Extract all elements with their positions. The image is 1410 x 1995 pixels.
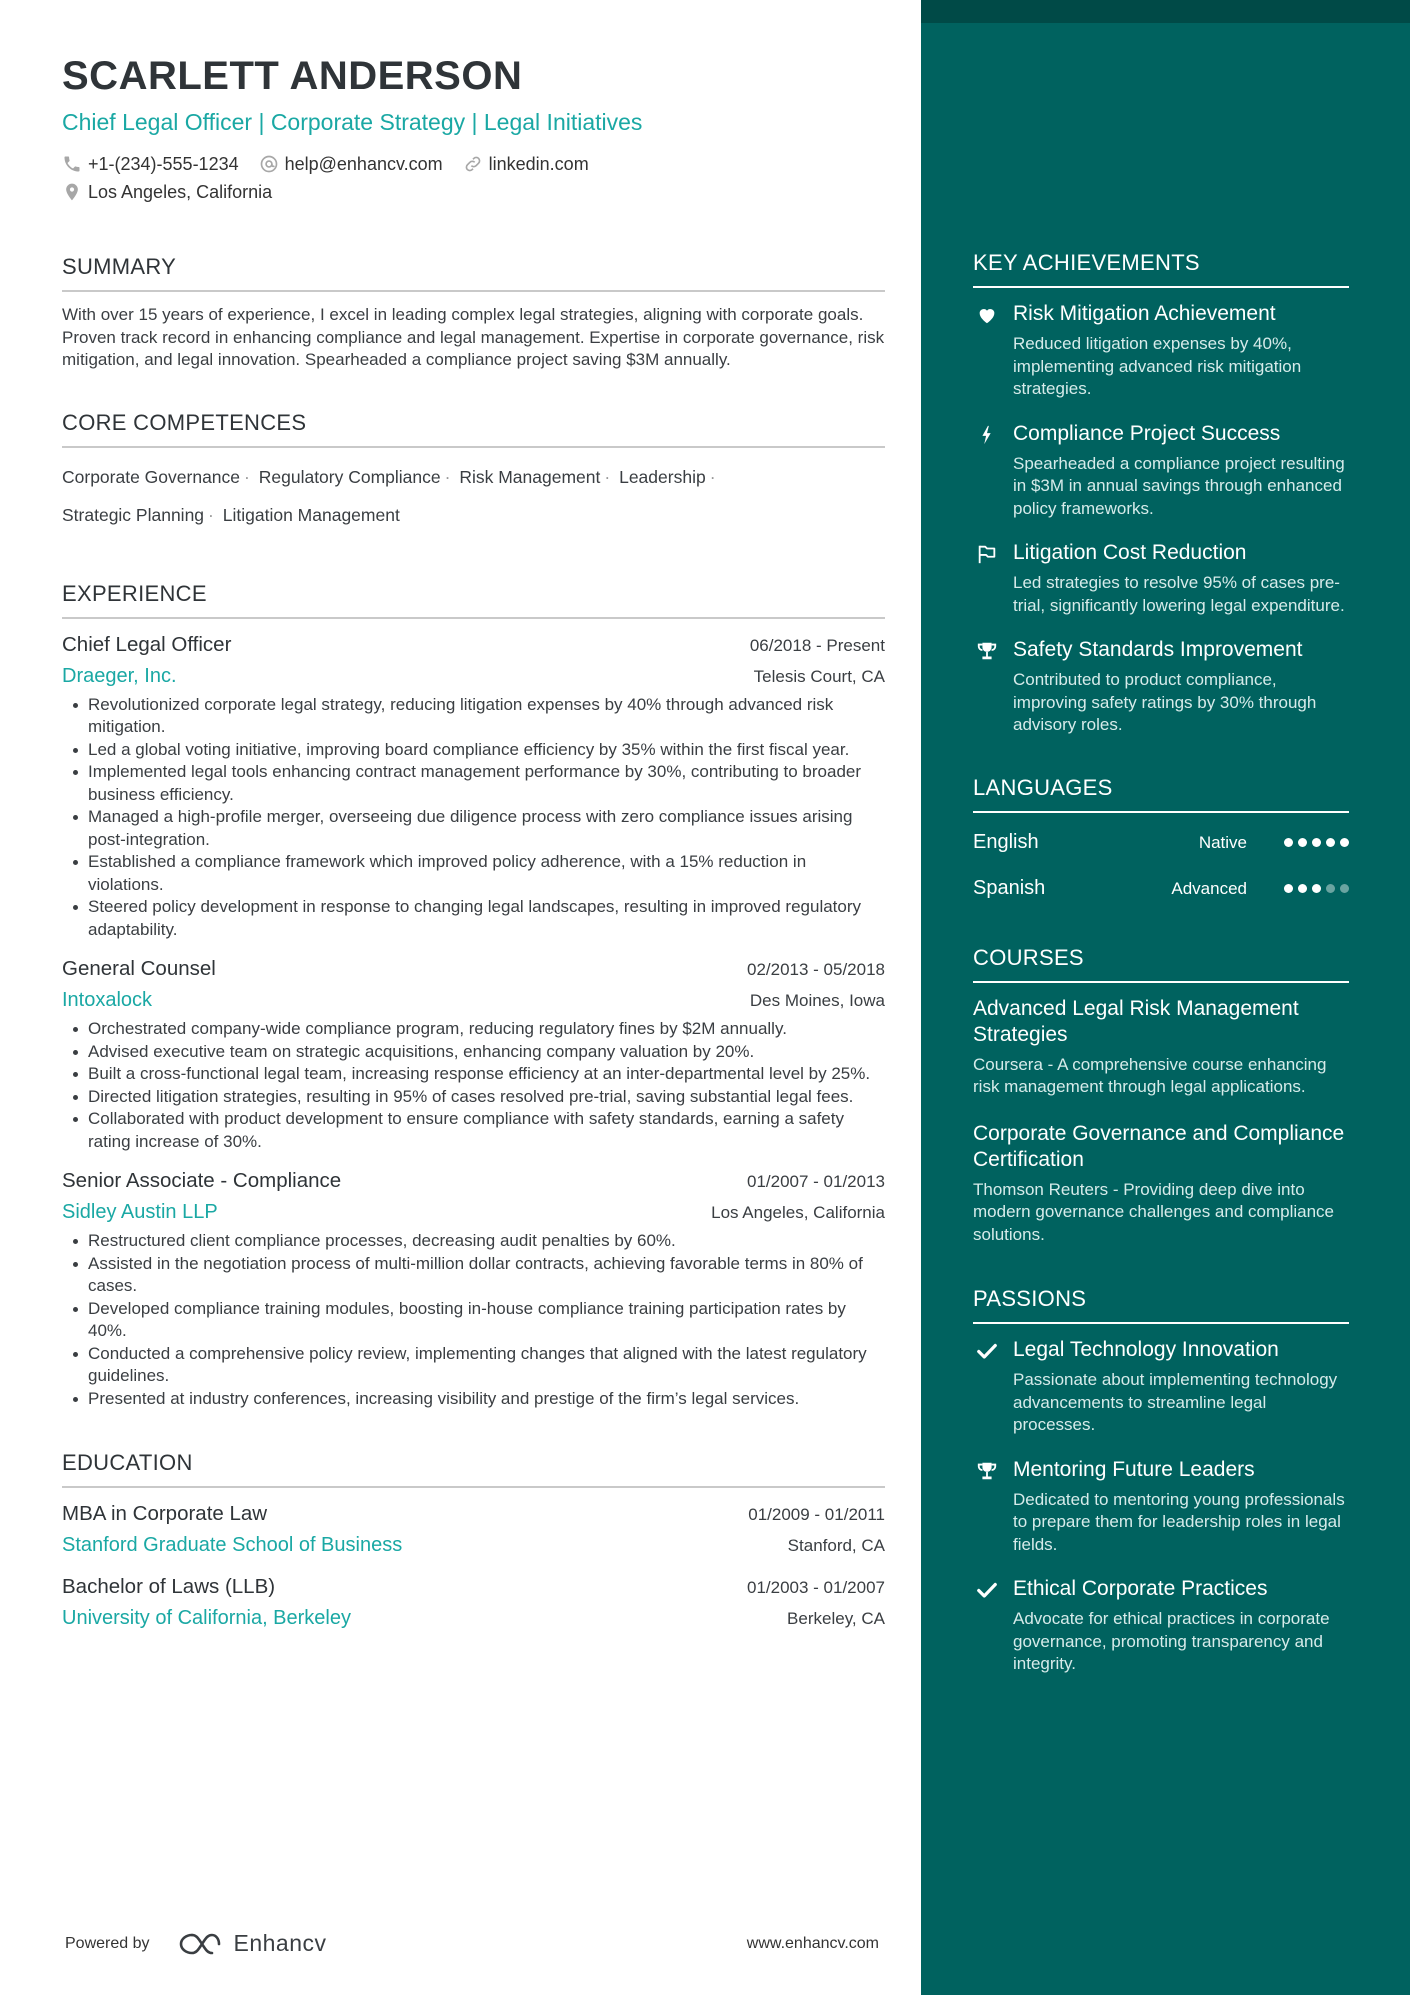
- competences-section: [62, 410, 885, 535]
- passion-title: Mentoring Future Leaders: [1013, 1457, 1255, 1481]
- bullet-item: Steered policy development in response to changing legal landscapes, resulting in improved regulatory adaptability.: [62, 896, 885, 941]
- competences-list: Corporate Governance · Regulatory Compliance · Risk Management · Leadership · Strategic Planning · Litigation Management: [62, 466, 716, 525]
- link-icon: [463, 154, 483, 174]
- rating-dot: [1340, 884, 1349, 893]
- section-title: SUMMARY: [62, 254, 885, 292]
- achievement-title: Litigation Cost Reduction: [1013, 541, 1247, 564]
- section-title: EXPERIENCE: [62, 581, 885, 619]
- bullet-item: Led a global voting initiative, improving board compliance efficiency by 35% within the first fiscal year.: [62, 739, 885, 762]
- bullet-item: Managed a high-profile merger, overseeing due diligence process with zero compliance issues arising post-integration.: [62, 806, 885, 851]
- job-entry: [62, 957, 885, 1153]
- email[interactable]: [259, 154, 443, 175]
- at-icon: [259, 154, 279, 174]
- section-title: CORE COMPETENCES: [62, 410, 885, 448]
- job-company[interactable]: Sidley Austin LLP: [62, 1201, 218, 1223]
- education-dates: 01/2009 - 01/2011: [748, 1505, 885, 1524]
- education-entry: [62, 1575, 885, 1630]
- section-title: EDUCATION: [62, 1450, 885, 1488]
- job-entry: [62, 633, 885, 942]
- courses-section: [973, 945, 1349, 1247]
- rating-dot: [1298, 838, 1307, 847]
- brand-name: Enhancv: [233, 1930, 327, 1956]
- passion-item: [973, 1576, 1349, 1676]
- check-icon: [976, 1340, 998, 1362]
- bullet-item: Built a cross-functional legal team, increasing response efficiency at an inter-departmental level by 25%.: [62, 1063, 885, 1086]
- section-title: COURSES: [973, 945, 1349, 983]
- achievement-title: Risk Mitigation Achievement: [1013, 302, 1276, 325]
- passions-section: [973, 1286, 1349, 1676]
- passion-desc: Dedicated to mentoring young professionals to prepare them for leadership roles in legal fields.: [1013, 1489, 1345, 1554]
- bullet-item: Conducted a comprehensive policy review, implementing changes that aligned with the latest regulatory guidelines.: [62, 1343, 885, 1388]
- bullet-item: Assisted in the negotiation process of multi-million dollar contracts, achieving favorable terms in 80% of cases.: [62, 1253, 885, 1298]
- bullet-item: Advised executive team on strategic acquisitions, enhancing company valuation by 20%.: [62, 1041, 885, 1064]
- language-level: Advanced: [1171, 878, 1247, 898]
- bullet-item: Collaborated with product development to ensure compliance with safety standards, earning a safety rating increase of 30%.: [62, 1108, 885, 1153]
- job-location: Des Moines, Iowa: [749, 991, 885, 1010]
- candidate-name: SCARLETT ANDERSON: [62, 54, 523, 98]
- rating-dot: [1312, 838, 1321, 847]
- job-dates: 02/2013 - 05/2018: [746, 960, 885, 979]
- language-item: [973, 873, 1349, 905]
- education-location: Berkeley, CA: [787, 1609, 885, 1628]
- linkedin[interactable]: [463, 154, 589, 175]
- competence-item: Litigation Management: [222, 505, 400, 525]
- bullet-item: Restructured client compliance processes, decreasing audit penalties by 60%.: [62, 1230, 885, 1253]
- lightning-icon: [976, 424, 998, 446]
- achievement-desc: Spearheaded a compliance project resulting in $3M in annual savings through enhanced policy frameworks.: [1013, 453, 1345, 518]
- bullet-item: Established a compliance framework which improved policy adherence, with a 15% reduction in violations.: [62, 851, 885, 896]
- enhancv-logo[interactable]: [176, 1930, 327, 1957]
- languages-section: [973, 775, 1349, 905]
- sidebar-top-band: [921, 0, 1410, 23]
- language-rating: [1279, 838, 1349, 847]
- bullet-item: Implemented legal tools enhancing contract management performance by 30%, contributing to broader business efficiency.: [62, 761, 885, 806]
- rating-dot: [1326, 838, 1335, 847]
- language-name: English: [973, 831, 1039, 853]
- sidebar: [921, 0, 1410, 1995]
- achievement-item: [973, 540, 1349, 617]
- rating-dot: [1284, 838, 1293, 847]
- trophy-icon: [976, 1460, 998, 1482]
- course-desc: Thomson Reuters - Providing deep dive into modern governance challenges and compliance solutions.: [973, 1179, 1335, 1244]
- degree: MBA in Corporate Law: [62, 1502, 268, 1525]
- language-level: Native: [1198, 832, 1247, 852]
- rating-dot: [1298, 884, 1307, 893]
- bullet-item: Presented at industry conferences, increasing visibility and prestige of the firm’s legal services.: [62, 1388, 885, 1411]
- education-entry: [62, 1502, 885, 1557]
- competence-item: Corporate Governance: [62, 466, 241, 487]
- job-location: Telesis Court, CA: [753, 666, 885, 686]
- competence-item: Regulatory Compliance: [258, 466, 441, 487]
- email-text: help@enhancv.com: [284, 153, 443, 174]
- school[interactable]: University of California, Berkeley: [62, 1607, 351, 1629]
- bullet-item: Developed compliance training modules, boosting in-house compliance training participation rates by 40%.: [62, 1298, 885, 1343]
- job-company[interactable]: Intoxalock: [62, 989, 153, 1011]
- course-item: [973, 1121, 1349, 1247]
- language-name: Spanish: [973, 877, 1046, 899]
- achievement-item: [973, 301, 1349, 401]
- experience-section: [62, 581, 885, 1411]
- job-bullets: [62, 1230, 885, 1410]
- bullet-item: Orchestrated company-wide compliance program, reducing regulatory fines by $2M annually.: [62, 1018, 885, 1041]
- section-title: PASSIONS: [973, 1286, 1349, 1324]
- job-entry: [62, 1169, 885, 1410]
- phone[interactable]: [62, 154, 239, 175]
- job-title: Chief Legal Officer: [62, 632, 232, 656]
- footer-url[interactable]: www.enhancv.com: [746, 1934, 879, 1952]
- competence-item: Strategic Planning: [62, 505, 205, 525]
- education-location: Stanford, CA: [787, 1536, 885, 1555]
- rating-dot: [1340, 838, 1349, 847]
- enhancv-logo-icon: [176, 1931, 224, 1957]
- footer: [65, 1930, 879, 1957]
- job-dates: 06/2018 - Present: [749, 635, 885, 655]
- job-title: Senior Associate - Compliance: [62, 1169, 342, 1192]
- course-title: Corporate Governance and Compliance Certification: [973, 1121, 1345, 1171]
- passion-title: Legal Technology Innovation: [1013, 1338, 1279, 1361]
- headline: Chief Legal Officer | Corporate Strategy | Legal Initiatives: [62, 109, 643, 135]
- phone-text: +1-(234)-555-1234: [88, 153, 239, 174]
- school[interactable]: Stanford Graduate School of Business: [62, 1534, 403, 1556]
- passion-item: [973, 1337, 1349, 1437]
- course-title: Advanced Legal Risk Management Strategies: [973, 996, 1299, 1046]
- passion-desc: Advocate for ethical practices in corporate governance, promoting transparency and integrity.: [1013, 1609, 1330, 1673]
- trophy-icon: [976, 640, 998, 662]
- degree: Bachelor of Laws (LLB): [62, 1575, 276, 1598]
- passion-item: [973, 1457, 1349, 1557]
- linkedin-text: linkedin.com: [488, 153, 589, 174]
- competence-item: Leadership: [619, 466, 706, 487]
- passion-title: Ethical Corporate Practices: [1013, 1577, 1268, 1600]
- rating-dot: [1326, 884, 1335, 893]
- achievements-section: [973, 250, 1349, 737]
- achievement-desc: Contributed to product compliance, improving safety ratings by 30% through advisory roles.: [1013, 670, 1317, 734]
- language-rating: [1279, 884, 1349, 893]
- achievement-desc: Reduced litigation expenses by 40%, implementing advanced risk mitigation strategies.: [1013, 334, 1302, 398]
- section-title: KEY ACHIEVEMENTS: [973, 250, 1349, 288]
- passion-desc: Passionate about implementing technology advancements to streamline legal processes.: [1013, 1370, 1338, 1434]
- location: [62, 182, 272, 203]
- summary-section: [62, 254, 885, 372]
- language-item: [973, 827, 1349, 859]
- location-text: Los Angeles, California: [88, 181, 273, 202]
- summary-text: With over 15 years of experience, I excel in leading complex legal strategies, aligning with corporate goals. Proven track record in enhancing compliance and legal management. Expertise in corporate governance, risk mitigation, and legal innovation. Spearheaded a compliance project saving $3M annually.: [62, 305, 885, 369]
- flag-icon: [976, 543, 998, 565]
- rating-dot: [1312, 884, 1321, 893]
- achievement-desc: Led strategies to resolve 95% of cases pre-trial, significantly lowering legal expenditure.: [1013, 573, 1345, 615]
- job-dates: 01/2007 - 01/2013: [746, 1172, 885, 1191]
- education-dates: 01/2003 - 01/2007: [746, 1578, 885, 1597]
- job-bullets: [62, 694, 885, 942]
- rating-dot: [1284, 884, 1293, 893]
- achievement-item: [973, 421, 1349, 521]
- achievement-item: [973, 637, 1349, 737]
- location-pin-icon: [62, 182, 82, 202]
- section-title: LANGUAGES: [973, 775, 1349, 813]
- contact-info: [62, 150, 885, 206]
- bullet-item: Revolutionized corporate legal strategy, reducing litigation expenses by 40% through advanced risk mitigation.: [62, 694, 885, 739]
- job-location: Los Angeles, California: [711, 1203, 885, 1222]
- bullet-item: Directed litigation strategies, resulting in 95% of cases resolved pre-trial, saving substantial legal fees.: [62, 1086, 885, 1109]
- course-desc: Coursera - A comprehensive course enhancing risk management through legal applications.: [973, 1054, 1327, 1096]
- job-bullets: [62, 1018, 885, 1153]
- heart-icon: [976, 304, 998, 326]
- phone-icon: [62, 154, 82, 174]
- achievement-title: Safety Standards Improvement: [1013, 638, 1303, 661]
- achievement-title: Compliance Project Success: [1013, 421, 1281, 445]
- competence-item: Risk Management: [459, 466, 601, 487]
- education-section: [62, 1450, 885, 1630]
- powered-by-label: Powered by: [65, 1934, 150, 1952]
- job-company[interactable]: Draeger, Inc.: [62, 664, 177, 687]
- course-item: [973, 996, 1349, 1099]
- job-title: General Counsel: [62, 957, 216, 980]
- check-icon: [976, 1579, 998, 1601]
